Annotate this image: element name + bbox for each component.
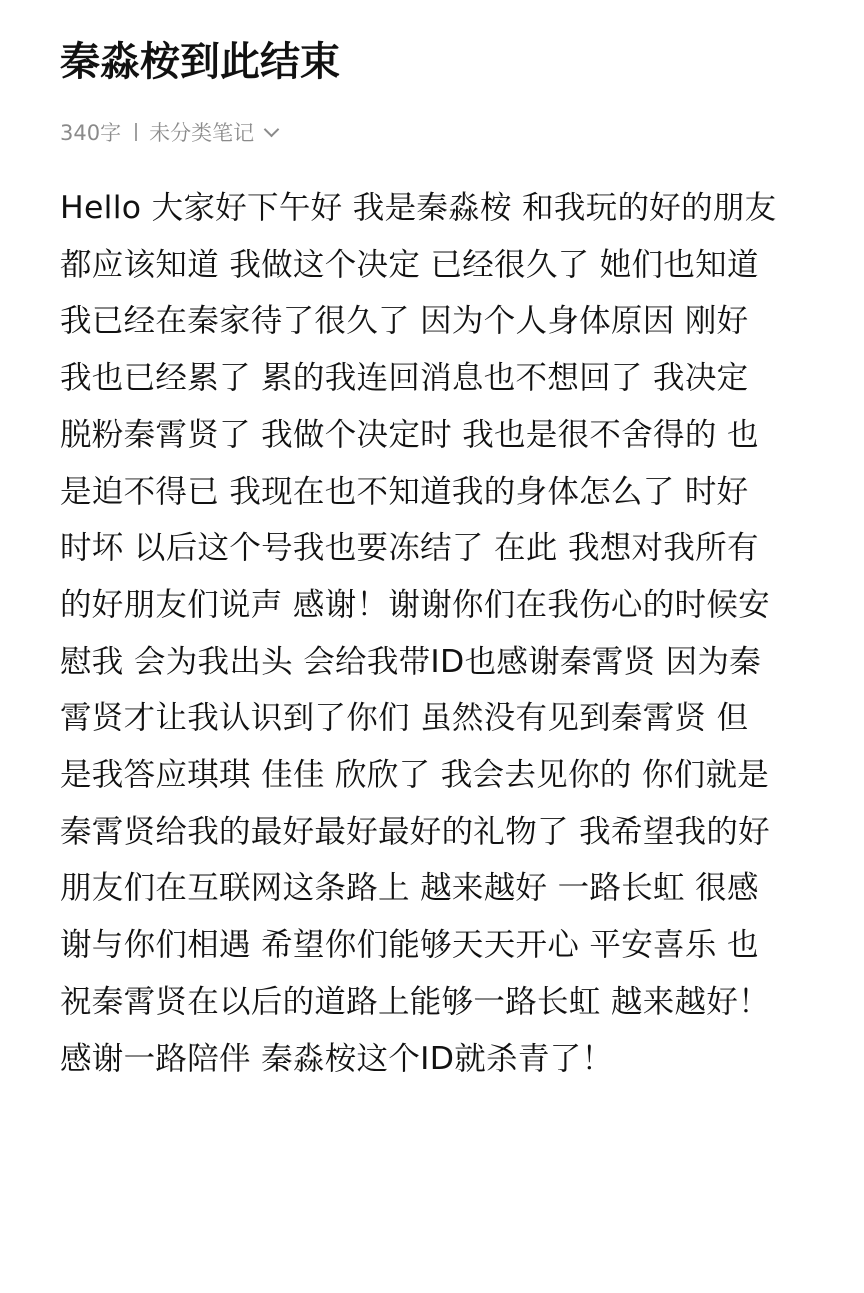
note-title[interactable]: 秦淼桉到此结束 <box>60 39 340 85</box>
chevron-down-icon <box>264 121 280 137</box>
note-meta <box>60 114 277 150</box>
body-line: 秦霄贤给我的最好最好最好的礼物了 我希望我的好 <box>60 813 770 850</box>
body-line: 是我答应琪琪 佳佳 欣欣了 我会去见你的 你们就是 <box>60 757 770 794</box>
body-line: 谢与你们相遇 希望你们能够天天开心 平安喜乐 也 <box>60 927 759 964</box>
body-line: 时坏 以后这个号我也要冻结了 在此 我想对我所有 <box>60 530 759 567</box>
body-line: Hello 大家好下午好 我是秦淼桉 和我玩的好的朋友 <box>60 190 777 226</box>
category-label: 未分类笔记 <box>149 121 255 145</box>
body-line: 我已经在秦家待了很久了 因为个人身体原因 刚好 <box>60 303 749 340</box>
meta-divider <box>135 123 137 141</box>
body-line: 都应该知道 我做这个决定 已经很久了 她们也知道 <box>60 246 759 283</box>
word-count: 340字 <box>60 121 122 145</box>
closing-line: 感谢一路陪伴 秦淼桉这个ID就杀青了！ <box>60 1040 614 1077</box>
body-line: 慰我 会为我出头 会给我带ID也感谢秦霄贤 因为秦 <box>60 643 762 680</box>
body-line: 我也已经累了 累的我连回消息也不想回了 我决定 <box>60 360 749 397</box>
body-line: 脱粉秦霄贤了 我做个决定时 我也是很不舍得的 也 <box>60 416 759 453</box>
body-line: 的好朋友们说声 感谢！谢谢你们在我伤心的时候安 <box>60 586 770 623</box>
body-line: 朋友们在互联网这条路上 越来越好 一路长虹 很感 <box>60 870 759 907</box>
note-body[interactable] <box>60 180 810 1087</box>
body-line: 是迫不得已 我现在也不知道我的身体怎么了 时好 <box>60 473 749 510</box>
body-line: 霄贤才让我认识到了你们 虽然没有见到秦霄贤 但 <box>60 700 749 737</box>
body-line: 祝秦霄贤在以后的道路上能够一路长虹 越来越好！ <box>60 983 770 1020</box>
category-selector[interactable] <box>149 117 277 147</box>
